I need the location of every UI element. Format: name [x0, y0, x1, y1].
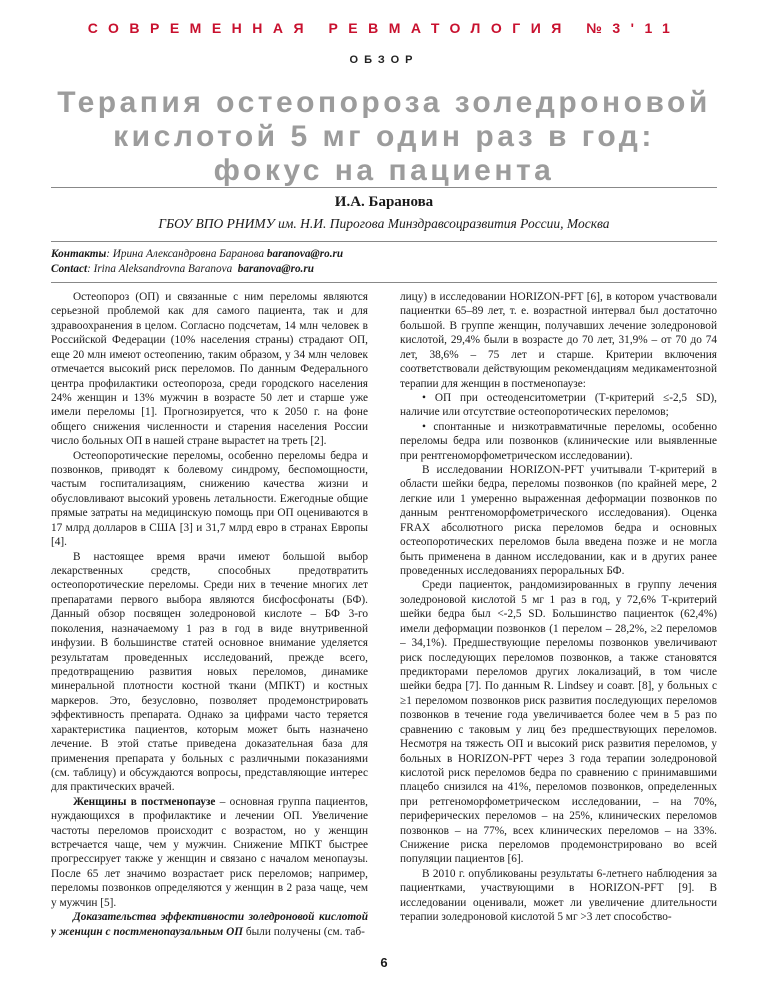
contacts-ru-name: Ирина Александровна Баранова	[112, 248, 265, 260]
body-divider	[51, 282, 717, 283]
paragraph: Женщины в постменопаузе – основная группа пациентов, нуждающихся в профилактике и лечении ОП. Увеличение частоты переломов происходит с возрастом, но у женщин встречается чаще, чем у мужчин. Снижение МПКТ быстрее прогрессирует также у женщин и связано с началом менопаузы. После 65 лет значимо возрастает риск переломов; например, переломы позвонков определяются у женщин в 2 раза чаще, чем у мужчин [5].	[51, 795, 368, 909]
paragraph-lead: Женщины в постменопаузе	[73, 795, 216, 808]
paragraph: лицу) в исследовании HORIZON-PFT [6], в котором участвовали пациентки 65–89 лет, т. е. возрастной интервал был достаточно большой. В группе женщин, получавших лечение золедроновой кислотой, 29,4% были в возрасте до 70 лет, 31,9% – от 70 до 74 лет, 38,6% – 75 лет и старше. Критерии включения соответствовали действующим рекомендациям медикаментозной терапии для женщин в постменопаузе:	[400, 291, 717, 390]
paragraph-lead: Доказательства эффективности золедроновой кислотой у женщин с постменопаузальным ОП	[51, 911, 368, 938]
author-name: И.А. Баранова	[334, 194, 434, 210]
paragraph: Остеопороз (ОП) и связанные с ним переломы являются серьезной проблемой как для самого пациента, так и для здравоохранения в целом. Согласно подсчетам, 14 млн человек в Российской Федерации (10% населения страны) страдают ОП, еще 20 млн имеют остеопению, таким образом, у 34 млн человек отмечается высокий риск переломов. По данным Федерального центра профилактики остеопороза, среди городского населения 24% женщин и 13% мужчин в возрасте 50 лет и старше уже имели переломы [1]. Прогнозируется, что к 2050 г. на фоне общего снижения численности и старения населения России число больных ОП в нашей стране вырастет на треть [2].	[51, 291, 368, 448]
paragraph: В исследовании HORIZON-PFT учитывали Т-критерий в области шейки бедра, переломы позвонков (по крайней мере, 2 легкие или 1 умеренно выраженная деформации позвонков по данным рентгеноморфометрического исследования). Оценка FRAX абсолютного риска переломов бедра и основных остеопоротических переломов была введена позже и не могла быть применена в данном исследовании, как и в других ранее проведенных исследованиях пероральных БФ.	[400, 464, 717, 578]
contacts-divider	[51, 241, 717, 242]
paragraph: Среди пациенток, рандомизированных в группу лечения золедроновой кислотой 5 мг 1 раз в год, у 72,6% Т-критерий шейки бедра был <-2,5 SD. Большинство пациенток (62,4%) имели деформации позвонков (1 перелом – 28,2%, ≥2 переломов – 34,1%). Предшествующие переломы позвонков увеличивают риск последующих переломов позвонков, а также становятся предикторами переломов других локализаций, в том числе шейки бедра [7]. По данным R. Lindsey и соавт. [8], у больных с ≥1 переломом позвонков риск развития последующих переломов позвонков в течение года увеличивается более чем в 5 раз по сравнению с таковым у лиц без предшествующих переломов. Несмотря на тяжесть ОП и высокий риск развития переломов, у больных в HORIZON-PFT через 3 года терапии золедроновой кислотой риск переломов бедра по сравнению с принимавшими плацебо снизился на 41%, переломов позвонков, определенных при ретгеноморфометрическом исследовании, – на 70%, периферических переломов – на 25%, клинических переломов позвонков – на 77%, всех клинических переломов – на 33%. Снижение риска переломов продемонстрировано во всей популяции пациентов [6].	[400, 579, 717, 866]
bullet-item: • спонтанные и низкотравматичные переломы, особенно переломы бедра или позвонков (клинические или выявленные при рентгеноморфометрическом исследовании).	[400, 420, 717, 462]
title-divider	[51, 187, 717, 188]
left-column	[51, 290, 368, 940]
contacts-ru: Контакты: Ирина Александровна Баранова baranova@ro.ru	[51, 248, 344, 260]
title-line-3: фокус на пациента	[213, 154, 555, 187]
section-label: ОБЗОР	[349, 54, 419, 66]
bullet-item: • ОП при остеоденситометрии (Т-критерий ≤-2,5 SD), наличие или отсутствие остеопоротических переломов;	[400, 391, 717, 419]
journal-header: СОВРЕМЕННАЯ РЕВМАТОЛОГИЯ №3'11	[87, 20, 681, 36]
contacts-ru-label: Контакты	[51, 248, 107, 260]
article-title	[0, 86, 768, 188]
paragraph: Остеопоротические переломы, особенно переломы бедра и позвонков, приводят к болевому синдрому, беспомощности, частым госпитализациям, снижению качества жизни и обусловливают высокий уровень летальности. Ежегодные общие прямые затраты на медицинскую помощь при ОП оцениваются в 17 млрд долларов в США [3] и 31,7 млрд евро в странах Европы [4].	[51, 449, 368, 549]
page-number: 6	[380, 955, 388, 970]
contacts-email-ru[interactable]: baranova@ro.ru	[266, 248, 344, 260]
paragraph: В настоящее время врачи имеют большой выбор лекарственных средств, способных предотвратить остеопоротические переломы. Среди них в течение многих лет препаратами первого выбора являются бисфосфонаты (БФ). Данный обзор посвящен золедроновой кислоте – БФ 3-го поколения, назначаемому 1 раз в год в виде внутривенной инфузии. В большинстве статей основное внимание уделяется результатам проведенных исследований, прежде всего, предотвращению развития новых переломов, динамике минеральной плотности костной ткани (МПКТ) и костных маркеров. Это, безусловно, позволяет продемонстрировать эффективность препарата. Однако за цифрами часто теряется характеристика пациентов, которым может быть назначено лечение. В этой статье приведена доказательная база для применения препарата у больных с различными показаниями (см. таблицу) и обсуждаются вопросы, представляющие интерес для практических врачей.	[51, 550, 368, 794]
paragraph: В 2010 г. опубликованы результаты 6-летнего наблюдения за пациентками, участвующими в HORIZON-PFT [9]. В исследовании оценивали, может ли увеличение длительности терапии золедроновой кислотой 5 мг >3 лет способство-	[400, 867, 717, 924]
contacts-email-en[interactable]: baranova@ro.ru	[237, 263, 314, 275]
paragraph: Доказательства эффективности золедроновой кислотой у женщин с постменопаузальным ОП были получены (см. таб-	[51, 911, 368, 938]
contacts-en-name: Irina Aleksandrovna Baranova	[93, 263, 233, 275]
contacts-en-label: Contact	[51, 263, 88, 275]
right-column	[400, 290, 717, 940]
author-affiliation: ГБОУ ВПО РНИМУ им. Н.И. Пирогова Минздравсоцразвития России, Москва	[158, 216, 610, 231]
contacts-en: Contact: Irina Aleksandrovna Baranova baranova@ro.ru	[51, 263, 314, 275]
title-line-2: кислотой 5 мг один раз в год:	[113, 120, 655, 153]
title-line-1: Терапия остеопороза золедроновой	[57, 86, 711, 119]
